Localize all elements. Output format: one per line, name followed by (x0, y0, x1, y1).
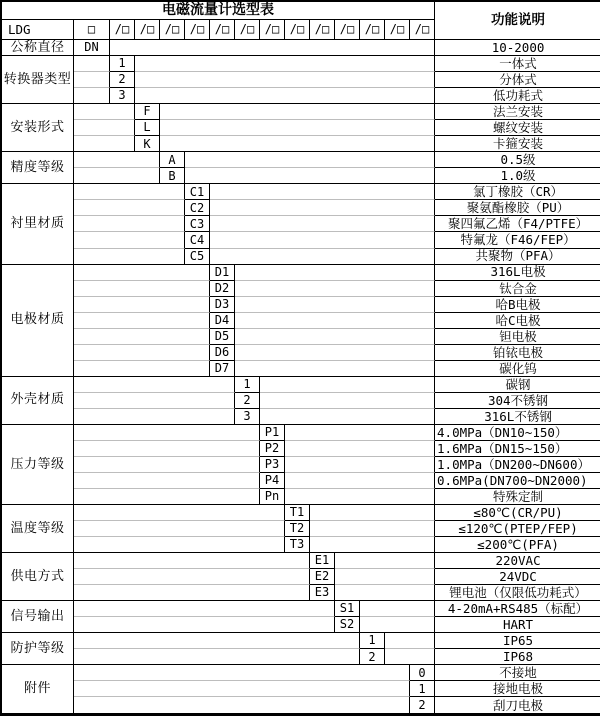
desc-cell: 钽电极 (435, 329, 600, 345)
model-box-cell: □ (74, 20, 110, 40)
code-cell: C4 (185, 232, 210, 248)
option-row (2, 697, 600, 714)
model-slot-cell: /□ (360, 20, 385, 40)
option-row (2, 265, 600, 281)
code-cell: B (160, 168, 185, 184)
option-row (2, 473, 600, 489)
code-cell: E1 (310, 553, 335, 569)
gap-cell (310, 505, 435, 521)
gap-cell (74, 537, 285, 553)
gap-cell (74, 505, 285, 521)
option-row (2, 633, 600, 649)
gap-cell (360, 601, 435, 617)
gap-cell (285, 489, 435, 505)
code-cell: T3 (285, 537, 310, 553)
code-cell: Pn (260, 489, 285, 505)
gap-cell (74, 88, 110, 104)
code-cell: D4 (210, 313, 235, 329)
model-slot-cell: /□ (385, 20, 410, 40)
gap-cell (385, 633, 435, 649)
gap-cell (310, 521, 435, 537)
desc-cell: 10-2000 (435, 40, 600, 56)
gap-cell (235, 361, 435, 377)
gap-cell (235, 281, 435, 297)
option-row (2, 377, 600, 393)
gap-cell (360, 617, 435, 633)
gap-cell (74, 313, 210, 329)
code-cell: 2 (110, 72, 135, 88)
gap-cell (210, 200, 435, 216)
category-cell: 供电方式 (2, 553, 74, 601)
option-row (2, 361, 600, 377)
gap-cell (135, 56, 435, 72)
code-cell: 1 (360, 633, 385, 649)
code-cell: P1 (260, 425, 285, 441)
desc-cell: 卡箍安装 (435, 136, 600, 152)
gap-cell (160, 120, 435, 136)
category-cell: 安装形式 (2, 104, 74, 152)
option-row (2, 136, 600, 152)
desc-cell: 4-20mA+RS485（标配） (435, 601, 600, 617)
function-column-header: 功能说明 (435, 2, 600, 40)
gap-cell (74, 617, 335, 633)
gap-cell (74, 56, 110, 72)
code-cell: 2 (360, 649, 385, 665)
desc-cell: 铂铱电极 (435, 345, 600, 361)
option-row (2, 489, 600, 505)
desc-cell: 一体式 (435, 56, 600, 72)
model-slot-cell: /□ (310, 20, 335, 40)
option-row (2, 617, 600, 633)
code-cell: T1 (285, 505, 310, 521)
option-row (2, 329, 600, 345)
desc-cell: ≤80℃(CR/PU) (435, 505, 600, 521)
option-row (2, 249, 600, 265)
code-cell: DN (74, 40, 110, 56)
desc-cell: 聚四氟乙烯（F4/PTFE） (435, 216, 600, 232)
desc-cell: 接地电极 (435, 681, 600, 697)
model-slot-cell: /□ (260, 20, 285, 40)
desc-cell: 特殊定制 (435, 489, 600, 505)
gap-cell (310, 537, 435, 553)
gap-cell (74, 553, 310, 569)
gap-cell (74, 697, 410, 714)
option-row (2, 88, 600, 104)
desc-cell: 304不锈钢 (435, 393, 600, 409)
option-row (2, 40, 600, 56)
option-row (2, 393, 600, 409)
gap-cell (74, 425, 260, 441)
code-cell: 0 (410, 665, 435, 681)
option-row (2, 313, 600, 329)
code-cell: S2 (335, 617, 360, 633)
code-cell: 3 (235, 409, 260, 425)
desc-cell: 刮刀电极 (435, 697, 600, 714)
gap-cell (235, 345, 435, 361)
desc-cell: 法兰安装 (435, 104, 600, 120)
gap-cell (260, 409, 435, 425)
code-cell: C3 (185, 216, 210, 232)
desc-cell: 1.0级 (435, 168, 600, 184)
option-row (2, 409, 600, 425)
desc-cell: 碳钢 (435, 377, 600, 393)
option-row (2, 104, 600, 120)
desc-cell: 锂电池（仅限低功耗式） (435, 585, 600, 601)
gap-cell (235, 297, 435, 313)
category-cell: 压力等级 (2, 425, 74, 505)
code-cell: K (135, 136, 160, 152)
desc-cell: 聚氨酯橡胶（PU） (435, 200, 600, 216)
gap-cell (160, 104, 435, 120)
desc-cell: IP68 (435, 649, 600, 665)
code-cell: P3 (260, 457, 285, 473)
code-cell: D5 (210, 329, 235, 345)
gap-cell (74, 281, 210, 297)
gap-cell (74, 409, 235, 425)
desc-cell: 低功耗式 (435, 88, 600, 104)
gap-cell (74, 345, 210, 361)
code-cell: E2 (310, 569, 335, 585)
option-row (2, 537, 600, 553)
category-cell: 防护等级 (2, 633, 74, 665)
code-cell: C2 (185, 200, 210, 216)
code-cell: 1 (110, 56, 135, 72)
gap-cell (74, 569, 310, 585)
desc-cell: 24VDC (435, 569, 600, 585)
option-row (2, 505, 600, 521)
gap-cell (110, 40, 435, 56)
code-cell: L (135, 120, 160, 136)
option-row (2, 72, 600, 88)
gap-cell (335, 553, 435, 569)
option-row (2, 216, 600, 232)
desc-cell: ≤120℃(PTEP/FEP) (435, 521, 600, 537)
gap-cell (74, 649, 360, 665)
code-cell: C1 (185, 184, 210, 200)
gap-cell (74, 104, 135, 120)
desc-cell: IP65 (435, 633, 600, 649)
gap-cell (235, 313, 435, 329)
model-slot-cell: /□ (160, 20, 185, 40)
model-slot-cell: /□ (285, 20, 310, 40)
code-cell: 2 (235, 393, 260, 409)
gap-cell (185, 152, 435, 168)
model-slot-cell: /□ (410, 20, 435, 40)
gap-cell (74, 184, 185, 200)
option-row (2, 232, 600, 248)
option-row (2, 457, 600, 473)
code-cell: 2 (410, 697, 435, 714)
model-slot-cell: /□ (235, 20, 260, 40)
gap-cell (210, 216, 435, 232)
gap-cell (385, 649, 435, 665)
desc-cell: 分体式 (435, 72, 600, 88)
gap-cell (285, 473, 435, 489)
code-cell: 3 (110, 88, 135, 104)
gap-cell (74, 120, 135, 136)
gap-cell (74, 489, 260, 505)
code-cell: E3 (310, 585, 335, 601)
code-cell: D7 (210, 361, 235, 377)
gap-cell (74, 441, 260, 457)
desc-cell: 316L不锈钢 (435, 409, 600, 425)
gap-cell (210, 232, 435, 248)
gap-cell (285, 441, 435, 457)
category-cell: 公称直径 (2, 40, 74, 56)
desc-cell: 哈C电极 (435, 313, 600, 329)
desc-cell: 1.6MPa（DN15~150） (435, 441, 600, 457)
option-row (2, 425, 600, 441)
desc-cell: HART (435, 617, 600, 633)
gap-cell (235, 329, 435, 345)
desc-cell: 钛合金 (435, 281, 600, 297)
option-row (2, 601, 600, 617)
code-cell: 1 (410, 681, 435, 697)
gap-cell (74, 152, 160, 168)
desc-cell: 氯丁橡胶（CR） (435, 184, 600, 200)
code-cell: 1 (235, 377, 260, 393)
gap-cell (74, 601, 335, 617)
model-slot-cell: /□ (135, 20, 160, 40)
desc-cell: ≤200℃(PFA) (435, 537, 600, 553)
desc-cell: 316L电极 (435, 265, 600, 281)
gap-cell (185, 168, 435, 184)
title-row (2, 2, 600, 20)
option-row (2, 184, 600, 200)
desc-cell: 螺纹安装 (435, 120, 600, 136)
gap-cell (74, 377, 235, 393)
gap-cell (260, 393, 435, 409)
gap-cell (210, 184, 435, 200)
gap-cell (74, 200, 185, 216)
category-cell: 电极材质 (2, 265, 74, 377)
model-slot-cell: /□ (185, 20, 210, 40)
option-row (2, 585, 600, 601)
model-slot-cell: /□ (210, 20, 235, 40)
model-prefix-cell: LDG (2, 20, 74, 40)
page-title: 电磁流量计选型表 (2, 2, 435, 20)
gap-cell (210, 249, 435, 265)
gap-cell (74, 297, 210, 313)
gap-cell (160, 136, 435, 152)
option-row (2, 553, 600, 569)
gap-cell (74, 585, 310, 601)
code-cell: C5 (185, 249, 210, 265)
option-row (2, 665, 600, 681)
gap-cell (74, 521, 285, 537)
desc-cell: 0.5级 (435, 152, 600, 168)
code-cell: D2 (210, 281, 235, 297)
model-slot-cell: /□ (335, 20, 360, 40)
gap-cell (335, 569, 435, 585)
gap-cell (74, 681, 410, 697)
category-cell: 外壳材质 (2, 377, 74, 425)
option-row (2, 297, 600, 313)
option-row (2, 200, 600, 216)
gap-cell (74, 136, 135, 152)
category-cell: 温度等级 (2, 505, 74, 553)
gap-cell (135, 72, 435, 88)
code-cell: D1 (210, 265, 235, 281)
gap-cell (74, 216, 185, 232)
desc-cell: 220VAC (435, 553, 600, 569)
code-cell: A (160, 152, 185, 168)
gap-cell (285, 425, 435, 441)
desc-cell: 特氟龙（F46/FEP） (435, 232, 600, 248)
gap-cell (74, 265, 210, 281)
code-cell: S1 (335, 601, 360, 617)
option-row (2, 441, 600, 457)
category-cell: 附件 (2, 665, 74, 714)
desc-cell: 0.6MPa(DN700~DN2000) (435, 473, 600, 489)
gap-cell (74, 457, 260, 473)
category-cell: 信号输出 (2, 601, 74, 633)
gap-cell (260, 377, 435, 393)
gap-cell (235, 265, 435, 281)
desc-cell: 共聚物（PFA） (435, 249, 600, 265)
gap-cell (74, 168, 160, 184)
code-cell: F (135, 104, 160, 120)
option-row (2, 569, 600, 585)
gap-cell (74, 665, 410, 681)
gap-cell (74, 361, 210, 377)
option-row (2, 168, 600, 184)
category-cell: 精度等级 (2, 152, 74, 184)
gap-cell (74, 473, 260, 489)
category-cell: 衬里材质 (2, 184, 74, 264)
option-row (2, 649, 600, 665)
gap-cell (135, 88, 435, 104)
option-row (2, 281, 600, 297)
category-cell: 转换器类型 (2, 56, 74, 104)
desc-cell: 哈B电极 (435, 297, 600, 313)
gap-cell (335, 585, 435, 601)
option-row (2, 56, 600, 72)
option-row (2, 521, 600, 537)
model-slot-cell: /□ (110, 20, 135, 40)
gap-cell (74, 633, 360, 649)
code-cell: D3 (210, 297, 235, 313)
code-cell: P2 (260, 441, 285, 457)
desc-cell: 碳化钨 (435, 361, 600, 377)
desc-cell: 1.0MPa（DN200~DN600） (435, 457, 600, 473)
gap-cell (74, 393, 235, 409)
gap-cell (74, 232, 185, 248)
code-cell: T2 (285, 521, 310, 537)
gap-cell (285, 457, 435, 473)
option-row (2, 345, 600, 361)
desc-cell: 不接地 (435, 665, 600, 681)
option-row (2, 120, 600, 136)
gap-cell (74, 72, 110, 88)
option-row (2, 152, 600, 168)
option-row (2, 681, 600, 697)
code-cell: D6 (210, 345, 235, 361)
gap-cell (74, 329, 210, 345)
gap-cell (74, 249, 185, 265)
code-cell: P4 (260, 473, 285, 489)
desc-cell: 4.0MPa（DN10~150） (435, 425, 600, 441)
